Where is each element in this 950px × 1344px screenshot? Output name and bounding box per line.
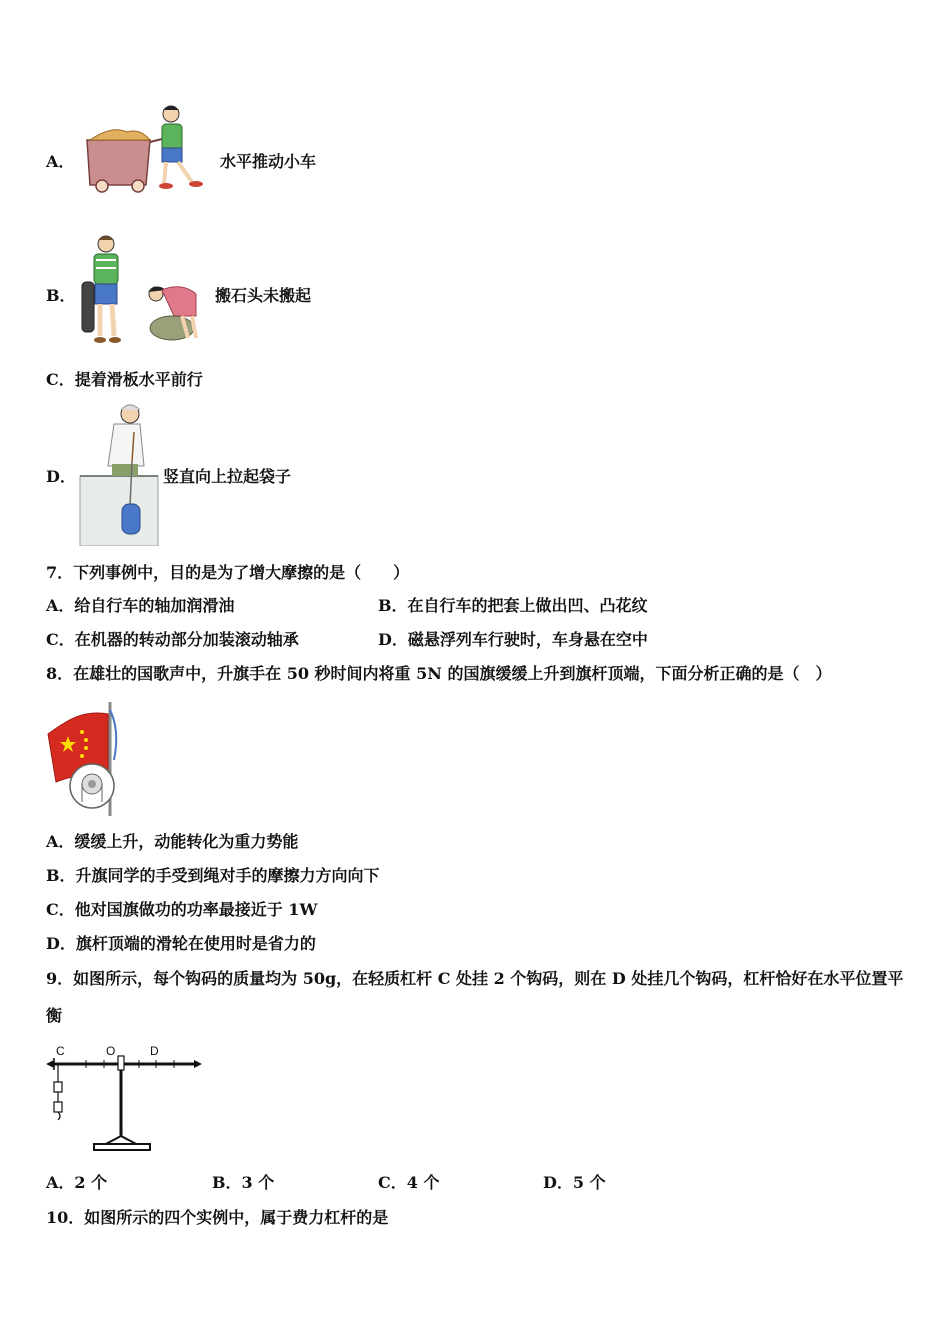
q6-option-d-letter: D． [46,467,76,486]
q8-option-a: A．缓缓上升，动能转化为重力势能 [46,832,299,851]
q7-option-b: B．在自行车的把套上做出凹、凸花纹 [378,596,648,615]
q8-option-d: D．旗杆顶端的滑轮在使用时是省力的 [46,934,316,953]
q7-option-a: A．给自行车的轴加润滑油 [46,596,235,615]
q9-option-b: B．3 个 [212,1173,275,1192]
q9-stem-line1: 9．如图所示，每个钩码的质量均为 50g，在轻质杠杆 C 处挂 2 个钩码，则在 D 处挂几个钩码，杠杆恰好在水平位置平 [46,969,904,988]
q7-option-c: C．在机器的转动部分加装滚动轴承 [46,630,299,649]
q7-option-d: D．磁悬浮列车行驶时，车身悬在空中 [378,630,648,649]
q6-option-c-letter: C． [46,370,75,389]
pulling-bag-illustration [78,402,162,546]
q6-option-c-text: 提着滑板水平前行 [74,370,203,389]
lifting-stone-illustration [78,232,214,348]
q6-option-b-letter: B． [46,286,76,305]
lever-balance-figure [46,1040,202,1156]
flag-pole-pulley-illustration [46,700,122,818]
q7-stem: 7．下列事例中，目的是为了增大摩擦的是（ ） [46,563,410,582]
lever-label-o: O [106,1044,116,1058]
q9-option-c: C．4 个 [378,1173,440,1192]
q8-option-c: C．他对国旗做功的功率最接近于 1W [46,900,318,919]
q6-option-a-letter: A． [46,152,75,171]
pushing-cart-illustration [82,100,222,195]
q8-option-b: B．升旗同学的手受到绳对手的摩擦力方向向下 [46,866,380,885]
q6-option-b-text: 搬石头未搬起 [215,286,312,305]
q6-option-d-text: 竖直向上拉起袋子 [163,467,292,486]
q6-option-a-text: 水平推动小车 [220,152,317,171]
q9-option-d: D．5 个 [543,1173,606,1192]
q6-option-c [46,370,203,390]
lever-label-c: C [56,1044,65,1058]
q8-stem: 8．在雄壮的国歌声中，升旗手在 50 秒时间内将重 5N 的国旗缓缓上升到旗杆顶端，下面分析正确的是（ ） [46,664,832,683]
q10-stem: 10．如图所示的四个实例中，属于费力杠杆的是 [46,1208,389,1227]
q9-stem-line2: 衡 [46,1006,63,1025]
lever-label-d: D [150,1044,159,1058]
q9-option-a: A．2 个 [46,1173,108,1192]
